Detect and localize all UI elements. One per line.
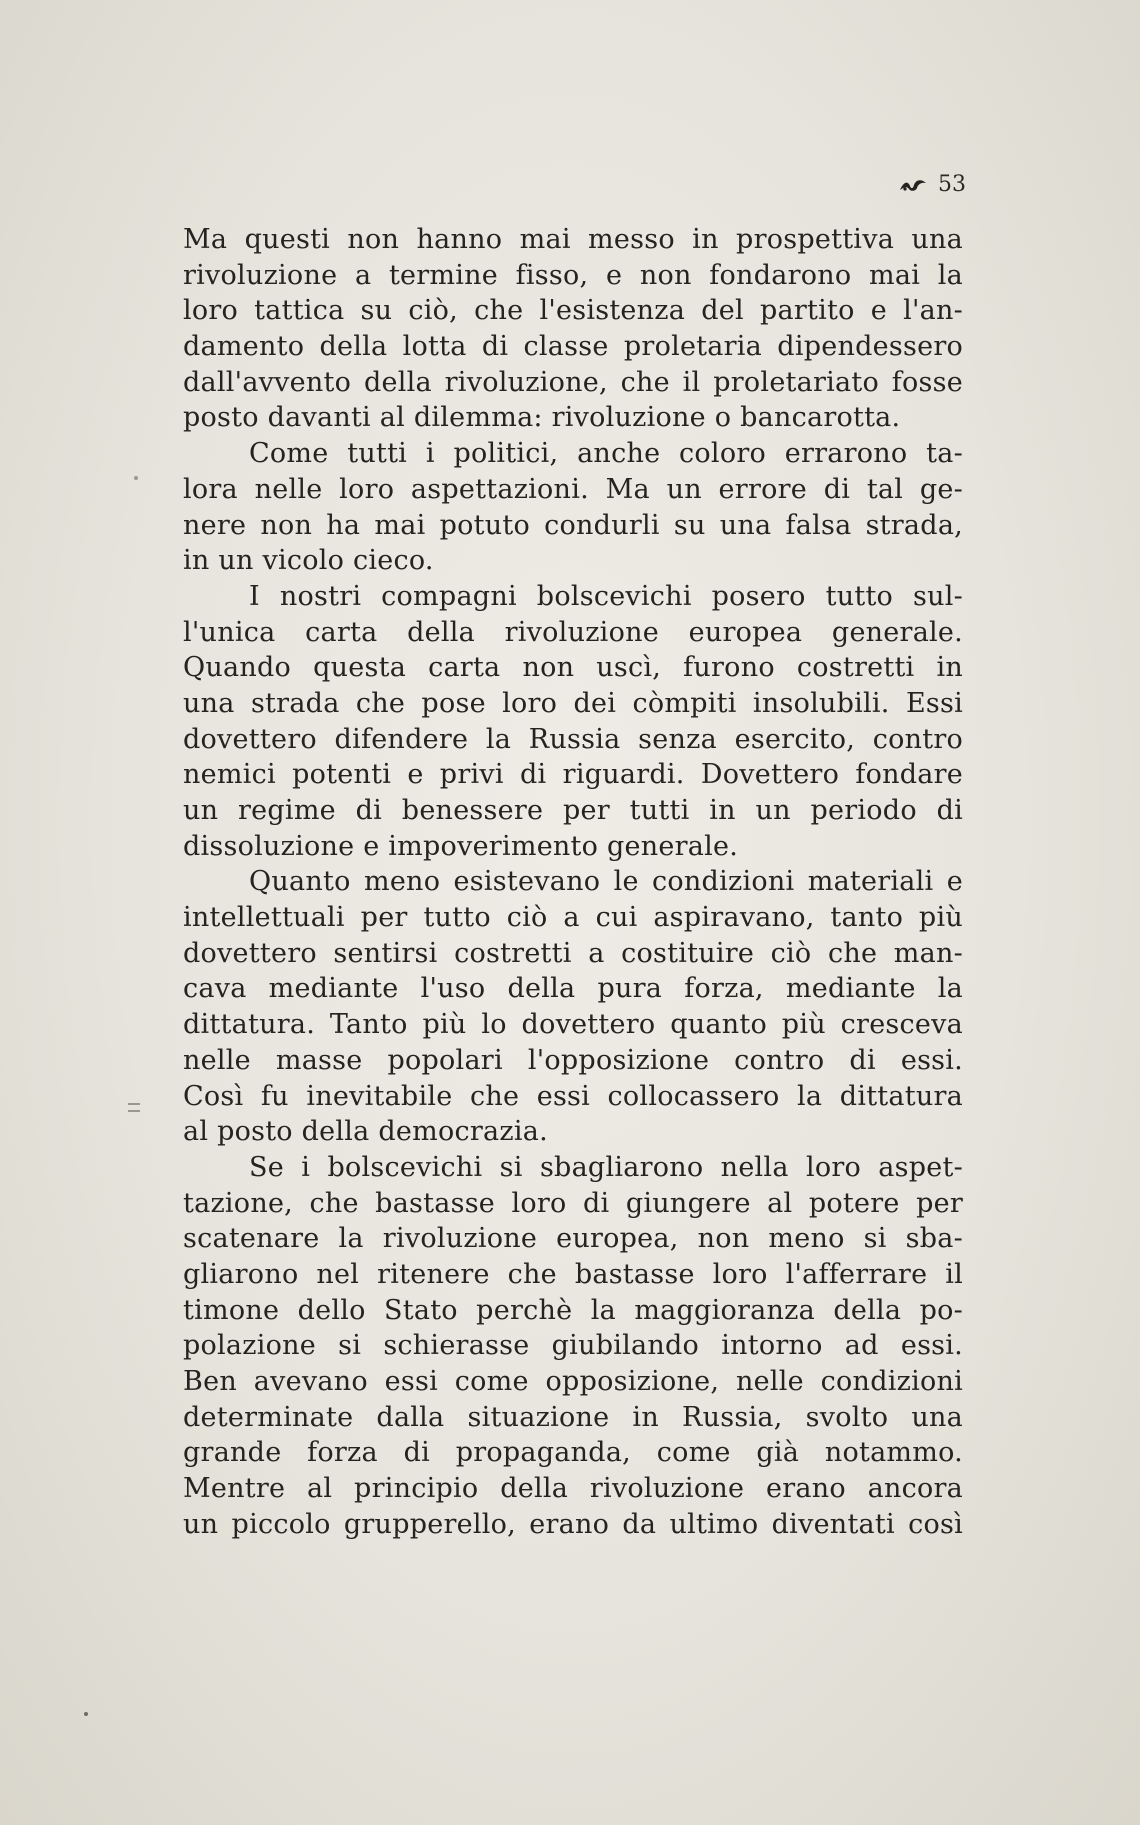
text-line: cava mediante l'uso della pura forza, mediante la bbox=[183, 973, 963, 1005]
text-line: un piccolo grupperello, erano da ultimo diventati così bbox=[183, 1508, 963, 1540]
text-line: grande forza di propaganda, come già notammo. bbox=[183, 1437, 963, 1469]
margin-dash bbox=[128, 1103, 140, 1105]
page-number: 53 bbox=[938, 172, 966, 197]
text-line: Ma questi non hanno mai messo in prospettiva una bbox=[183, 224, 963, 255]
text-line: tazione, che bastasse loro di giungere al potere per bbox=[183, 1187, 963, 1219]
text-line: un regime di benessere per tutti in un periodo di bbox=[183, 795, 963, 826]
text-line: nelle masse popolari l'opposizione contro di essi. bbox=[183, 1044, 963, 1076]
text-line: al posto della democrazia. bbox=[183, 1116, 548, 1148]
text-line: lora nelle loro aspettazioni. Ma un errore di tal ge- bbox=[183, 473, 963, 505]
margin-speck bbox=[84, 1712, 88, 1716]
text-line: Mentre al principio della rivoluzione erano ancora bbox=[183, 1473, 963, 1505]
text-line: Quando questa carta non uscì, furono costretti in bbox=[183, 652, 963, 684]
text-line: dall'avvento della rivoluzione, che il proletariato fosse bbox=[183, 366, 963, 398]
text-line: l'unica carta della rivoluzione europea generale. bbox=[183, 616, 963, 648]
text-line: Quanto meno esistevano le condizioni materiali e bbox=[249, 866, 963, 898]
margin-speck bbox=[134, 476, 138, 480]
text-line: in un vicolo cieco. bbox=[183, 545, 434, 577]
text-line: dissoluzione e impoverimento generale. bbox=[183, 830, 739, 862]
text-line: Se i bolscevichi si sbagliarono nella loro aspet- bbox=[249, 1151, 963, 1183]
text-line: determinate dalla situazione in Russia, svolto una bbox=[183, 1401, 963, 1433]
body-text bbox=[183, 222, 963, 1542]
text-line: loro tattica su ciò, che l'esistenza del partito e l'an- bbox=[183, 295, 963, 327]
text-line: nere non ha mai potuto condurli su una falsa strada, bbox=[183, 509, 963, 541]
text-line: polazione si schierasse giubilando intorno ad essi. bbox=[183, 1330, 963, 1362]
margin-dash bbox=[128, 1110, 140, 1112]
text-line: intellettuali per tutto ciò a cui aspiravano, tanto più bbox=[183, 902, 963, 934]
text-line: I nostri compagni bolscevichi posero tutto sul- bbox=[249, 580, 963, 612]
text-line: gliarono nel ritenere che bastasse loro l'afferrare il bbox=[183, 1258, 963, 1290]
text-line: Ben avevano essi come opposizione, nelle condizioni bbox=[183, 1366, 963, 1397]
text-line: timone dello Stato perchè la maggioranza della po- bbox=[183, 1294, 963, 1326]
text-line: Così fu inevitabile che essi collocassero la dittatura bbox=[183, 1080, 963, 1112]
text-line: dovettero difendere la Russia senza esercito, contro bbox=[183, 723, 963, 755]
text-line: posto davanti al dilemma: rivoluzione o bancarotta. bbox=[183, 402, 901, 434]
text-line: una strada che pose loro dei còmpiti insolubili. Essi bbox=[183, 687, 963, 719]
text-line: rivoluzione a termine fisso, e non fondarono mai la bbox=[183, 259, 963, 291]
page-header bbox=[898, 172, 966, 197]
text-line: dovettero sentirsi costretti a costituire ciò che man- bbox=[183, 937, 963, 969]
fleuron-ornament-icon bbox=[898, 177, 928, 193]
text-line: dittatura. Tanto più lo dovettero quanto più cresceva bbox=[183, 1009, 963, 1041]
text-line: Come tutti i politici, anche coloro errarono ta- bbox=[249, 438, 963, 470]
text-line: nemici potenti e privi di riguardi. Dovettero fondare bbox=[183, 759, 963, 791]
text-line: scatenare la rivoluzione europea, non meno si sba- bbox=[183, 1223, 963, 1255]
text-line: damento della lotta di classe proletaria dipendessero bbox=[183, 331, 963, 363]
